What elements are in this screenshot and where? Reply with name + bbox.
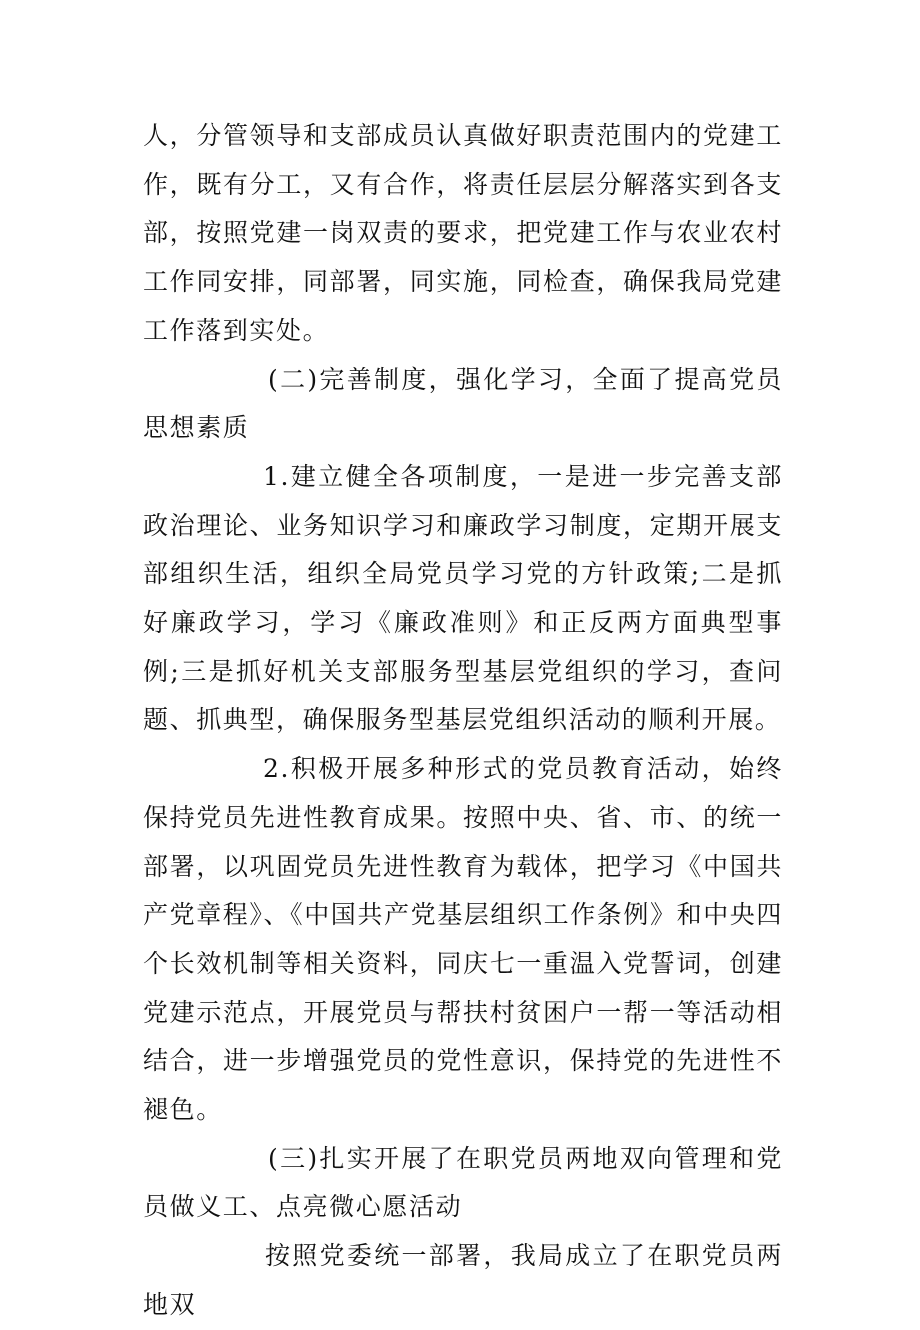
paragraph-continued: 人，分管领导和支部成员认真做好职责范围内的党建工作，既有分工，又有合作，将责任层层分解落实到各支部，按照党建一岗双责的要求，把党建工作与农业农村工作同安排，同部署，同实施，同检查，确保我局党建工作落到实处。 — [143, 121, 783, 345]
paragraph-section-3-start: 按照党委统一部署，我局成立了在职党员两地双 — [143, 1241, 783, 1319]
document-body — [143, 112, 783, 1330]
section-heading-2: (二)完善制度，强化学习，全面了提高党员思想素质 — [143, 364, 783, 443]
paragraph-item-1: 1.建立健全各项制度，一是进一步完善支部政治理论、业务知识学习和廉政学习制度，定期开展支部组织生活，组织全局党员学习党的方针政策;二是抓好廉政学习，学习《廉政准则》和正反两方面典型事例;三是抓好机关支部服务型基层党组织的学习，查问题、抓典型，确保服务型基层党组织活动的顺利开展。 — [143, 461, 783, 735]
section-heading-3: (三)扎实开展了在职党员两地双向管理和党员做义工、点亮微心愿活动 — [143, 1143, 783, 1222]
paragraph-item-2: 2.积极开展多种形式的党员教育活动，始终保持党员先进性教育成果。按照中央、省、市、的统一部署，以巩固党员先进性教育为载体，把学习《中国共产党章程》、《中国共产党基层组织工作条例》和中央四个长效机制等相关资料，同庆七一重温入党誓词，创建党建示范点，开展党员与帮扶村贫困户一帮一等活动相结合，进一步增强党员的党性意识，保持党的先进性不褪色。 — [143, 754, 784, 1125]
